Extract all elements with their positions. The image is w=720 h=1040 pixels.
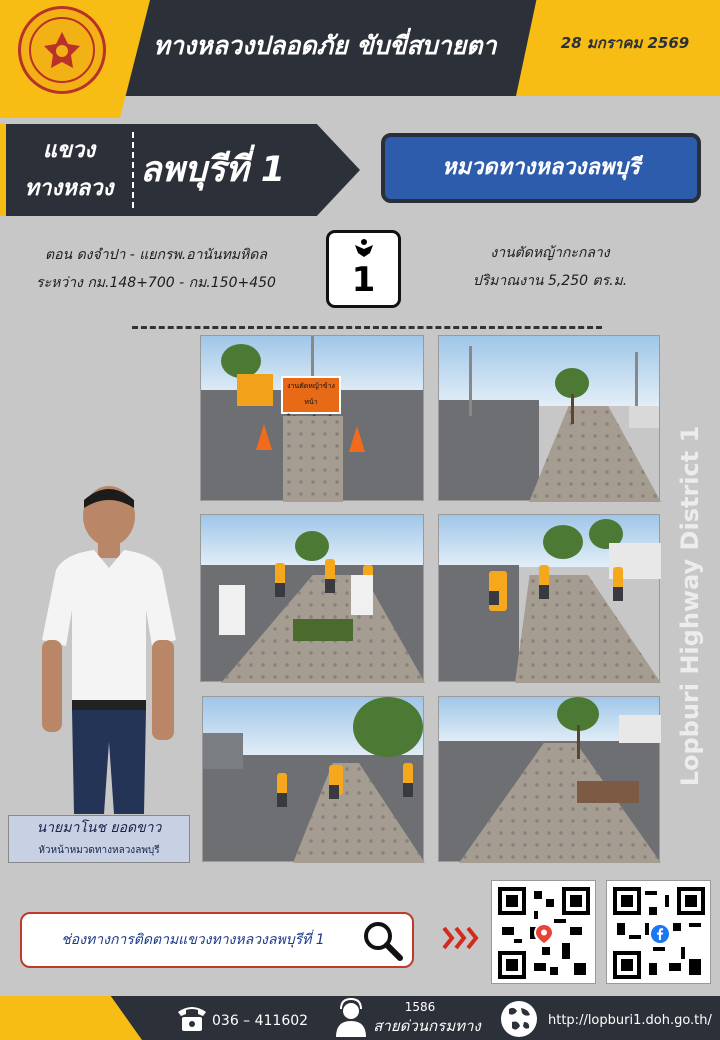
qr-code-map[interactable] [491, 880, 596, 984]
photo-workers-1 [200, 514, 424, 682]
district-label-line2: ทางหลวง [24, 176, 114, 201]
gas-station [619, 715, 661, 743]
photo-workers-3 [202, 696, 424, 862]
website-link[interactable]: http://lopburi1.doh.go.th/ [548, 1013, 712, 1028]
district-label-line1: แขวง [42, 138, 96, 163]
photo-median-view-1 [438, 335, 660, 501]
phone-icon [176, 1004, 208, 1032]
route-section: ตอน ดงจำปา - แยกรพ.อานันทมหิดล [45, 247, 267, 263]
barrier-panel [351, 575, 373, 615]
district-divider [132, 132, 134, 208]
page-title: ทางหลวงปลอดภัย ขับขี่สบายตา [153, 31, 497, 60]
chevrons-right-icon [442, 924, 480, 952]
hotline-number[interactable]: 1586 [404, 1000, 436, 1014]
qr-code-facebook[interactable] [606, 880, 711, 984]
official-portrait [34, 480, 184, 814]
photo-workers-2 [438, 514, 660, 682]
unit-name-box: หมวดทางหลวงลพบุรี [381, 133, 701, 203]
side-watermark-text: Lopburi Highway District 1 [676, 425, 704, 787]
building [203, 733, 243, 769]
route-km-range: ระหว่าง กม.148+700 - กม.150+450 [36, 275, 276, 291]
district-name: ลพบุรีที่ 1 [140, 150, 286, 190]
work-type: งานตัดหญ้ากะกลาง [490, 245, 610, 261]
work-quantity: ปริมาณงาน 5,250 ตร.ม. [472, 273, 628, 289]
pickup-truck [629, 406, 659, 428]
route-number-badge [326, 230, 401, 308]
follow-channels-text: ช่องทางการติดตามแขวงทางหลวงลพบุรีที่ 1 [61, 932, 325, 948]
highway-department-seal-icon [18, 6, 106, 94]
garuda-emblem-icon [353, 237, 375, 259]
photo-work-sign [200, 335, 424, 501]
publish-date: 28 มกราคม 2569 [560, 34, 690, 52]
search-icon [360, 918, 404, 962]
facebook-icon [651, 925, 669, 943]
route-number: 1 [351, 260, 376, 300]
hotline-label: สายด่วนกรมทาง [373, 1017, 481, 1035]
official-title: หัวหน้าหมวดทางหลวงลพบุรี [38, 845, 160, 856]
traffic-cone [349, 426, 365, 452]
work-sign [281, 376, 341, 414]
call-center-icon [334, 999, 368, 1037]
phone-number[interactable]: 036 – 411602 [212, 1013, 309, 1029]
google-maps-icon [536, 925, 552, 943]
barrier-panel [219, 585, 245, 635]
section-divider [132, 326, 602, 329]
photo-median-view-2 [438, 696, 660, 862]
work-sign-line1: งานตัดหญ้าข้างหน้า [287, 382, 335, 406]
official-name: นายมาโนช ยอดขาว [36, 820, 162, 836]
district-label [6, 124, 132, 216]
tree-planter [577, 781, 639, 803]
truck [237, 374, 273, 406]
globe-icon [500, 1000, 538, 1038]
traffic-cone [256, 424, 272, 450]
